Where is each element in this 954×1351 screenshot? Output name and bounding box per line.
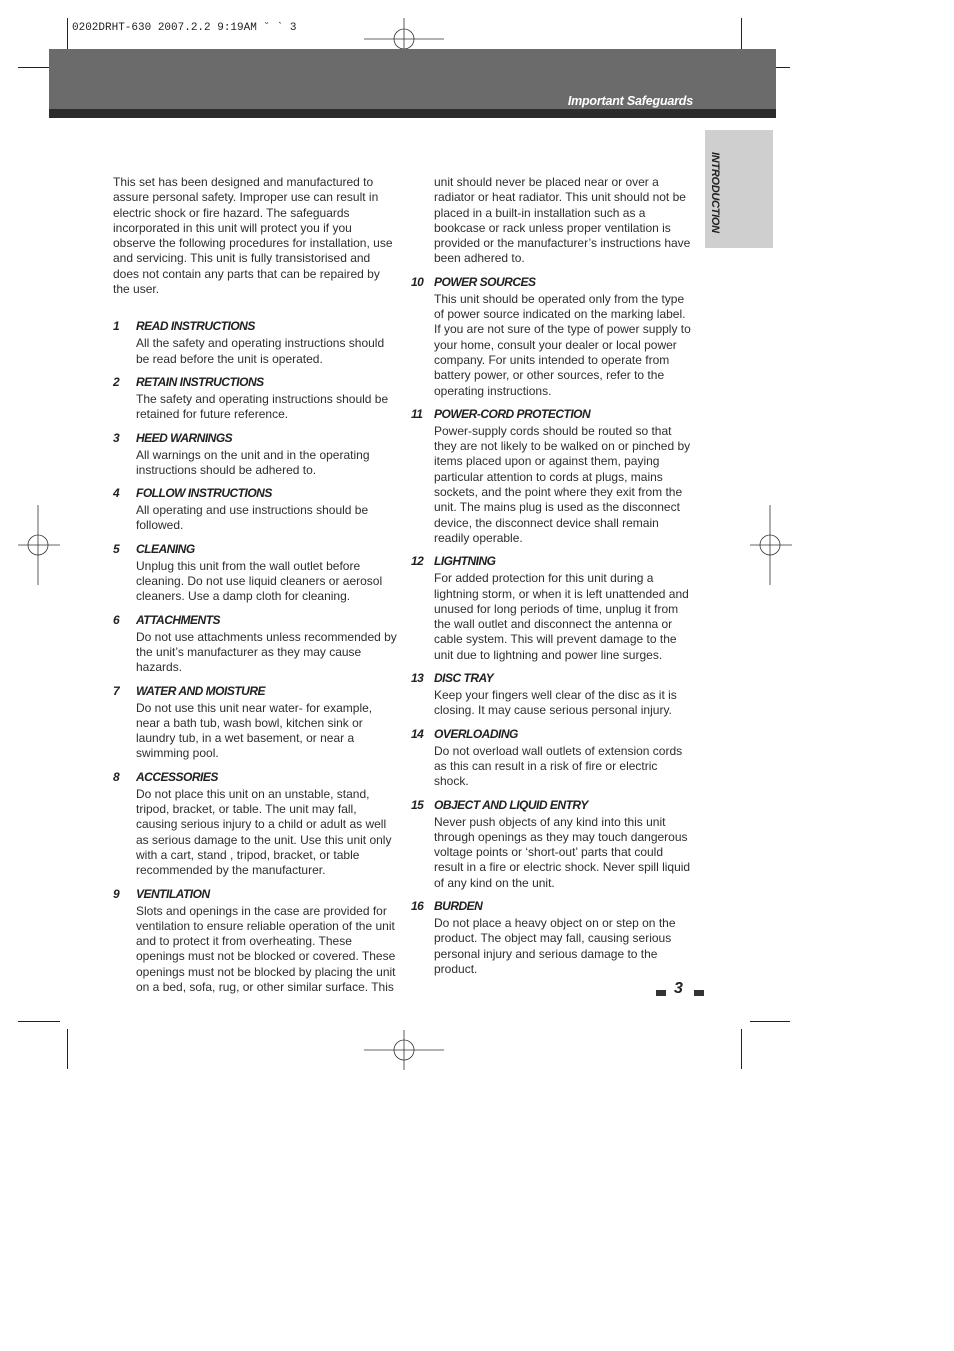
crop-mark-bottom-right-h	[750, 1021, 790, 1022]
item-title: POWER-CORD PROTECTION	[434, 406, 591, 421]
item-title: CLEANING	[136, 541, 195, 556]
item-number: 11	[411, 406, 423, 421]
item-number: 2	[113, 374, 120, 389]
page-number-marker-left	[656, 990, 666, 996]
item-title: READ INSTRUCTIONS	[136, 319, 255, 334]
registration-mark-bottom	[364, 1030, 444, 1070]
item-body: Do not use attachments unless recommended by the unit’s manufacturer as they may cause hazards.	[136, 629, 397, 675]
item-title: ATTACHMENTS	[136, 612, 221, 627]
item-title: FOLLOW INSTRUCTIONS	[136, 486, 272, 501]
item-title: POWER SOURCES	[434, 274, 536, 289]
item-number: 8	[113, 769, 120, 784]
header-rule	[49, 109, 776, 118]
ventilation-continued: unit should never be placed near or over a radiator or heat radiator. This unit should not be placed in a built-in installation such as a bookcase or rack unless proper ventilation is provided or the manufacturer’s instructions have been adhered to.	[434, 175, 691, 266]
page-title: Important Safeguards	[567, 94, 693, 108]
item-heading	[411, 552, 695, 570]
item-title: LIGHTNING	[434, 554, 496, 569]
right-column	[411, 175, 695, 983]
safeguard-item	[113, 429, 397, 479]
item-body: All the safety and operating instructions should be read before the unit is operated.	[136, 336, 385, 366]
page-number-marker-right	[694, 990, 704, 996]
safeguard-item	[411, 405, 695, 546]
item-heading	[113, 885, 397, 903]
item-title: OBJECT AND LIQUID ENTRY	[434, 797, 588, 812]
safeguard-item	[113, 373, 397, 423]
item-number: 4	[113, 486, 120, 501]
safeguard-item	[113, 540, 397, 605]
item-body: Do not place a heavy object on or step on the product. The object may fall, causing serious personal injury and serious damage to the product.	[434, 915, 676, 976]
crop-mark-bottom-right-v	[741, 1029, 742, 1069]
item-heading	[411, 669, 695, 687]
item-title: DISC TRAY	[434, 671, 494, 686]
item-title: OVERLOADING	[434, 726, 518, 741]
safeguard-item	[113, 611, 397, 676]
page-number-value: 3	[674, 980, 683, 997]
item-heading	[411, 796, 695, 814]
registration-mark-right	[750, 505, 792, 585]
safeguard-item	[113, 885, 397, 996]
item-heading	[113, 373, 397, 391]
safeguard-item	[411, 669, 695, 719]
safeguard-item	[411, 552, 695, 663]
item-body: All operating and use instructions should be followed.	[136, 503, 369, 533]
item-number: 5	[113, 541, 120, 556]
safeguard-item	[411, 897, 695, 977]
item-body: Power-supply cords should be routed so that they are not likely to be walked on or pinched by items placed upon or against them, paying particular attention to cords at plugs, mains sockets, and the point where they exit from the unit. The mains plug is used as the disconnect device, the disconnect device shall remain readily operable.	[434, 423, 691, 545]
safeguard-item	[411, 273, 695, 399]
item-heading	[113, 484, 397, 502]
item-number: 9	[113, 886, 120, 901]
item-title: RETAIN INSTRUCTIONS	[136, 374, 264, 389]
crop-mark-bottom-left-v	[67, 1029, 68, 1069]
item-body: Keep your fingers well clear of the disc as it is closing. It may cause serious personal injury.	[434, 688, 677, 718]
crop-mark-bottom-left-h	[18, 1021, 60, 1022]
safeguard-item	[113, 768, 397, 879]
item-number: 3	[113, 430, 120, 445]
item-number: 15	[411, 797, 424, 812]
item-heading	[113, 768, 397, 786]
item-number: 1	[113, 319, 120, 334]
left-column	[113, 175, 397, 1001]
item-body: This unit should be operated only from the type of power source indicated on the marking label. If you are not sure of the type of power supply to your home, consult your dealer or local power company. For units intended to operate from battery power, or other sources, refer to the operating instructions.	[434, 291, 691, 398]
item-number: 12	[411, 554, 424, 569]
item-heading	[411, 405, 695, 423]
item-heading	[113, 540, 397, 558]
safeguard-item	[411, 725, 695, 790]
page-number	[656, 980, 706, 1000]
item-body: Unplug this unit from the wall outlet before cleaning. Do not use liquid cleaners or aerosol cleaners. Use a damp cloth for cleaning.	[136, 558, 383, 604]
item-body: Never push objects of any kind into this unit through openings as they may touch dangerous voltage points or ‘short-out’ parts that could result in a fire or electric shock. Never spill liquid of any kind on the unit.	[434, 814, 691, 890]
safeguard-item	[411, 796, 695, 891]
item-body: All warnings on the unit and in the operating instructions should be adhered to.	[136, 447, 370, 477]
item-title: HEED WARNINGS	[136, 430, 233, 445]
item-title: BURDEN	[434, 898, 483, 913]
item-number: 14	[411, 726, 424, 741]
item-heading	[113, 317, 397, 335]
item-title: VENTILATION	[136, 886, 210, 901]
item-body: The safety and operating instructions should be retained for future reference.	[136, 391, 389, 422]
safeguard-item	[113, 484, 397, 534]
item-number: 7	[113, 683, 120, 698]
item-body: For added protection for this unit during a lightning storm, or when it is left unattended and unused for long periods of time, unplug it from the wall outlet and disconnect the antenna or cable system. This will prevent damage to the unit due to lightning and power line surges.	[434, 571, 689, 662]
item-heading	[411, 897, 695, 915]
item-title: ACCESSORIES	[136, 769, 218, 784]
item-heading	[411, 273, 695, 291]
intro-paragraph: This set has been designed and manufactured to assure personal safety. Improper use can result in electric shock or fire hazard. The safeguards incorporated in this unit will protect you if you observe the following procedures for installation, use and servicing. This unit is fully transistorised and does not contain any parts that can be repaired by the user.	[113, 175, 393, 297]
item-title: WATER AND MOISTURE	[136, 683, 265, 698]
print-meta: 0202DRHT-630 2007.2.2 9:19AM ˘ ` 3	[72, 22, 297, 34]
item-body: Slots and openings in the case are provided for ventilation to ensure reliable operation of the unit and to protect it from overheating. These openings must not be blocked or covered. These openings must not be blocked by placing the unit on a bed, sofa, rug, or other similar surface. This	[136, 903, 396, 994]
item-body: Do not place this unit on an unstable, stand, tripod, bracket, or table. The unit may fall, causing serious injury to a child or adult as well as serious damage to the unit. Use this unit only with a cart, stand , tripod, bracket, or table recommended by the manufacturer.	[136, 786, 392, 878]
item-number: 13	[411, 671, 424, 686]
item-number: 16	[411, 898, 424, 913]
safeguard-item	[113, 317, 397, 367]
item-number: 10	[411, 274, 424, 289]
registration-mark-left	[18, 505, 60, 585]
safeguard-item	[113, 682, 397, 762]
item-heading	[113, 611, 397, 629]
item-heading	[113, 682, 397, 700]
item-body: Do not overload wall outlets of extension cords as this can result in a risk of fire or electric shock.	[434, 743, 683, 789]
item-body: Do not use this unit near water- for example, near a bath tub, wash bowl, kitchen sink or laundry tub, in a wet basement, or near a swimming pool.	[136, 700, 373, 761]
item-heading	[411, 725, 695, 743]
item-number: 6	[113, 612, 120, 627]
item-heading	[113, 429, 397, 447]
section-tab-label: INTRODUCTION	[709, 152, 721, 233]
